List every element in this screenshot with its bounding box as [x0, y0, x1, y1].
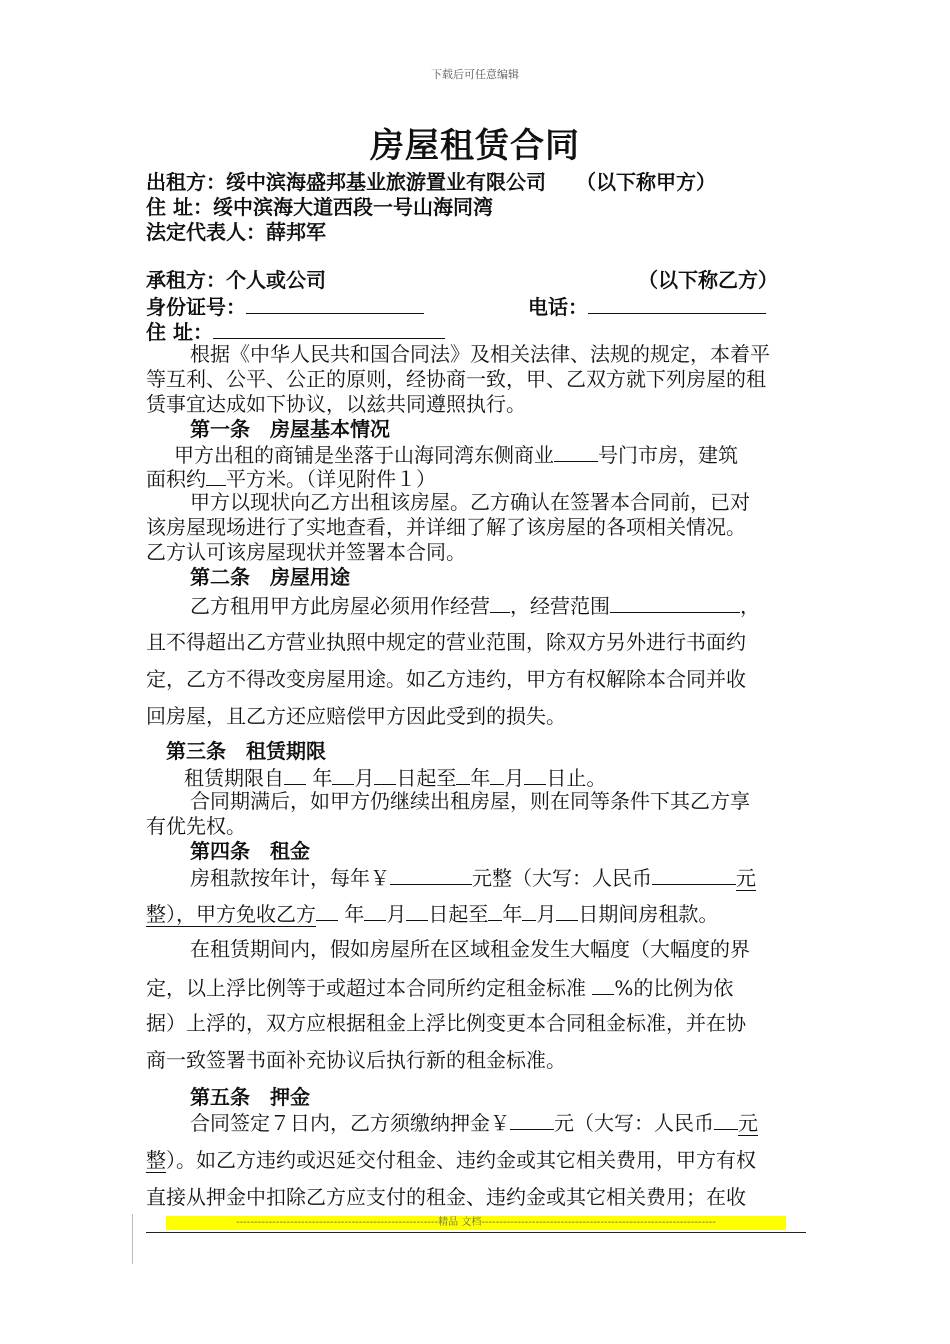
article-1-text: 乙方认可该房屋现状并签署本合同。 — [146, 540, 466, 564]
phone-label: 电话： — [528, 295, 588, 319]
article-4-rent: 房租款按年计，每年￥ 元整（大写：人民币 元 — [190, 866, 756, 890]
article-2-heading: 第二条 房屋用途 — [190, 565, 350, 589]
article-5-heading: 第五条 押金 — [190, 1085, 310, 1109]
article-1-text: 甲方以现状向乙方出租该房屋。乙方确认在签署本合同前，已对 — [190, 490, 750, 514]
phone-blank[interactable] — [588, 295, 766, 314]
article-1-text: 甲方出租的商铺是坐落于山海同湾东侧商业 号门市房，建筑 — [174, 443, 738, 467]
deposit-words-blank[interactable] — [714, 1111, 738, 1130]
article-5-text: 直接从押金中扣除乙方应支付的租金、违约金或其它相关费用；在收 — [146, 1185, 746, 1209]
article-3-heading: 第三条 租赁期限 — [166, 739, 326, 763]
lessor-representative: 法定代表人：薛邦军 — [146, 220, 326, 244]
address-blank[interactable] — [213, 320, 445, 339]
article-1-text: 该房屋现场进行了实地查看，并详细了解了该房屋的各项相关情况。 — [146, 515, 746, 539]
business-scope-blank[interactable] — [610, 594, 740, 613]
free-end-month-blank[interactable] — [522, 902, 536, 921]
id-number-blank[interactable] — [246, 295, 424, 314]
start-year-blank[interactable] — [284, 766, 306, 785]
lessee-address-row: 住 址： — [146, 320, 445, 342]
article-5-text: 整）。如乙方违约或迟延交付租金、违约金或其它相关费用，甲方有权 — [146, 1148, 756, 1172]
lessor-alias: （以下称甲方） — [576, 170, 716, 194]
article-4-heading: 第四条 租金 — [190, 839, 310, 863]
lessee-alias: （以下称乙方） — [638, 268, 778, 292]
article-2-text: 回房屋，且乙方还应赔偿甲方因此受到的损失。 — [146, 704, 566, 728]
lessee-id-row: 身份证号： 电话： — [146, 295, 766, 317]
rent-amount-words-blank[interactable] — [652, 866, 736, 885]
start-day-blank[interactable] — [374, 766, 396, 785]
lessee-name: 承租方：个人或公司 （以下称乙方） — [146, 268, 778, 292]
end-month-blank[interactable] — [490, 766, 504, 785]
article-4-text: 定，以上浮比例等于或超过本合同所约定租金标准 %的比例为依 — [146, 976, 734, 1000]
free-start-month-blank[interactable] — [364, 902, 386, 921]
free-start-year-blank[interactable] — [316, 902, 338, 921]
article-4-text: 在租赁期间内，假如房屋所在区域租金发生大幅度（大幅度的界 — [190, 937, 750, 961]
margin-mark — [132, 1214, 133, 1264]
footer-rule — [146, 1232, 806, 1233]
article-3-period: 租赁期限自 年 月 日起至 年 月 日止。 — [184, 766, 607, 790]
lessor-name: 出租方：绥中滨海盛邦基业旅游置业有限公司 （以下称甲方） — [146, 170, 716, 194]
intro-line: 赁事宜达成如下协议，以兹共同遵照执行。 — [146, 392, 526, 416]
article-4-rent-free: 整），甲方免收乙方 年 月 日起至 年 月 日期间房租款。 — [146, 902, 719, 926]
document-title: 房屋租赁合同 — [370, 126, 580, 166]
free-end-year-blank[interactable] — [488, 902, 502, 921]
area-blank[interactable] — [206, 467, 226, 486]
footer-banner: --------------------------------------------------------精品 文档----------------------------------------------------------------- — [166, 1216, 786, 1230]
intro-line: 根据《中华人民共和国合同法》及相关法律、法规的规定，本着平 — [190, 342, 770, 366]
intro-line: 等互利、公平、公正的原则，经协商一致，甲、乙双方就下列房屋的租 — [146, 367, 766, 391]
lessor-address: 住 址：绥中滨海大道西段一号山海同湾 — [146, 195, 493, 219]
contract-body — [146, 0, 806, 1344]
shop-number-blank[interactable] — [554, 443, 598, 462]
article-2-text: 且不得超出乙方营业执照中规定的营业范围，除双方另外进行书面约 — [146, 630, 746, 654]
article-1-heading: 第一条 房屋基本情况 — [190, 417, 390, 441]
usage-blank[interactable] — [490, 594, 510, 613]
rent-amount-blank[interactable] — [390, 866, 472, 885]
article-2-text: 乙方租用甲方此房屋必须用作经营 ，经营范围 ， — [190, 594, 760, 618]
rent-percent-blank[interactable] — [592, 976, 614, 995]
free-end-day-blank[interactable] — [556, 902, 578, 921]
article-3-text: 合同期满后，如甲方仍继续出租房屋，则在同等条件下其乙方享 — [190, 789, 750, 813]
article-4-text: 据）上浮的，双方应根据租金上浮比例变更本合同租金标准，并在协 — [146, 1011, 746, 1035]
start-month-blank[interactable] — [332, 766, 354, 785]
article-5-deposit: 合同签定７日内，乙方须缴纳押金￥ 元（大写：人民币 元 — [190, 1111, 758, 1135]
article-2-text: 定，乙方不得改变房屋用途。如乙方违约，甲方有权解除本合同并收 — [146, 667, 746, 691]
header-note: 下载后可任意编辑 — [431, 68, 519, 81]
deposit-amount-blank[interactable] — [510, 1111, 554, 1130]
article-4-text: 商一致签署书面补充协议后执行新的租金标准。 — [146, 1048, 566, 1072]
end-day-blank[interactable] — [524, 766, 546, 785]
end-year-blank[interactable] — [456, 766, 470, 785]
article-3-text: 有优先权。 — [146, 814, 246, 838]
free-start-day-blank[interactable] — [406, 902, 428, 921]
article-1-text: 面积约 平方米。（详见附件１） — [146, 467, 436, 491]
